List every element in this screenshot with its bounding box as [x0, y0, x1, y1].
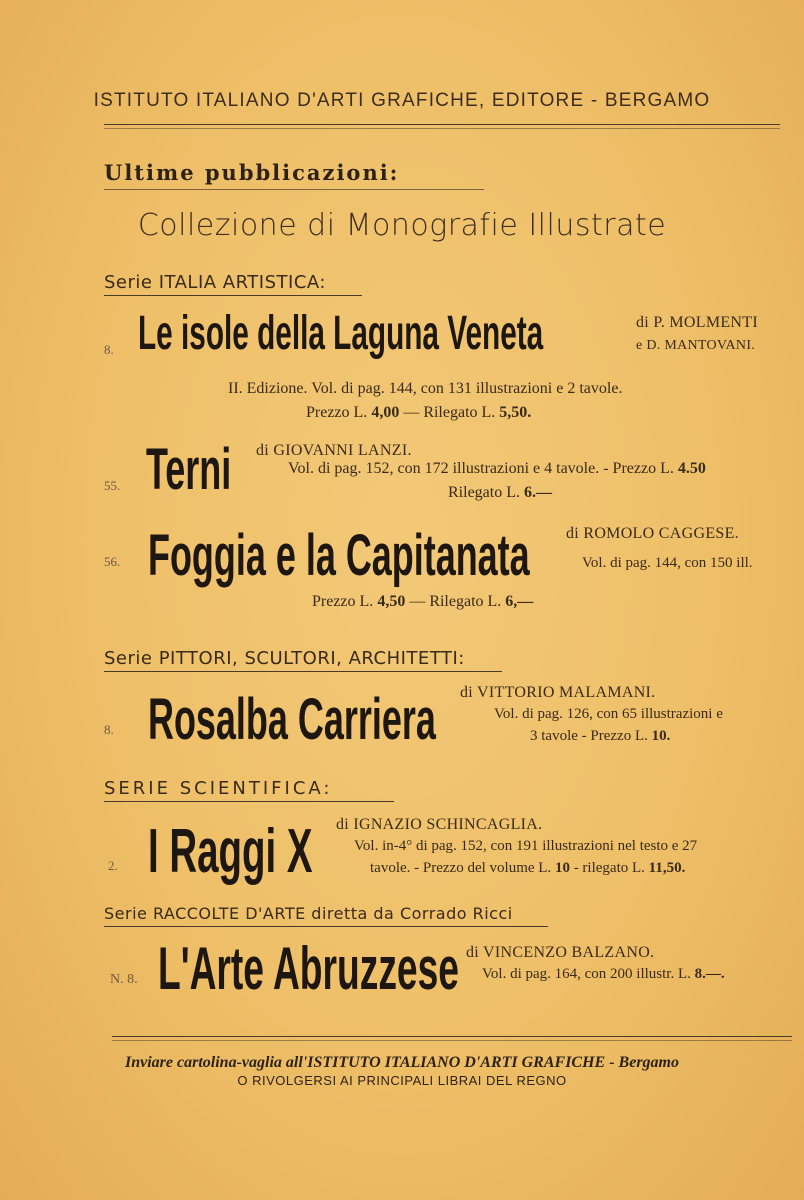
footer-booksellers-line: O RIVOLGERSI AI PRINCIPALI LIBRAI DEL REGNO [237, 1073, 567, 1088]
book-author: di IGNAZIO SCHINCAGLIA. [336, 816, 543, 833]
series-rule [104, 926, 548, 927]
footer-order-line: Inviare cartolina-vaglia all'ISTITUTO ITALIANO D'ARTI GRAFICHE - Bergamo [125, 1054, 679, 1071]
price-value: 10 [554, 860, 570, 876]
book-number: 55. [104, 478, 121, 493]
publisher-header: ISTITUTO ITALIANO D'ARTI GRAFICHE, EDITORE - BERGAMO [93, 90, 711, 111]
book-author-2: e D. MANTOVANI. [636, 338, 756, 353]
footer-rule-2 [112, 1040, 792, 1041]
series-label-italia-artistica: Serie ITALIA ARTISTICA: [104, 272, 326, 293]
details-text: Vol. di pag. 164, con 200 illustr. L. [482, 966, 695, 982]
price-prefix: Prezzo L. [306, 404, 372, 421]
book-bound-line [448, 484, 552, 502]
header-rule-2 [104, 128, 780, 129]
bound-price-value: 11,50. [648, 860, 686, 876]
header-rule [104, 124, 780, 125]
series-rule [104, 295, 362, 296]
price-value: 4,50 [377, 593, 406, 610]
book-author: di ROMOLO CAGGESE. [566, 525, 739, 542]
book-author: di GIOVANNI LANZI. [256, 442, 412, 459]
book-number: 8. [104, 342, 114, 357]
details-text: Vol. di pag. 152, con 172 illustrazioni e 4 tavole. - Prezzo L. [288, 460, 678, 477]
book-title: Le isole della Laguna Veneta [138, 307, 544, 360]
series-rule [104, 671, 502, 672]
book-title: L'Arte Abruzzese [158, 935, 460, 1002]
book-details: Vol. di pag. 144, con 150 ill. [582, 555, 753, 571]
book-price-line [306, 404, 531, 422]
book-price-line [370, 860, 685, 877]
book-title: I Raggi X [148, 817, 313, 886]
book-number: 8. [104, 722, 114, 737]
bound-price-value: 5,50. [499, 404, 532, 421]
bound-price-value: 6.— [523, 484, 552, 501]
book-author: di P. MOLMENTI [636, 314, 758, 331]
bound-price-value: 6,— [505, 593, 534, 610]
book-title: Rosalba Carriera [148, 687, 436, 752]
book-author: di VITTORIO MALAMANI. [460, 684, 656, 701]
book-details: Vol. in-4° di pag. 152, con 191 illustrazioni nel testo e 27 [354, 838, 698, 854]
series-label-pittori: Serie PITTORI, SCULTORI, ARCHITETTI: [104, 648, 465, 669]
book-details: II. Edizione. Vol. di pag. 144, con 131 illustrazioni e 2 tavole. [228, 380, 623, 397]
bound-prefix: — Rilegato L. [405, 593, 506, 610]
price-prefix: 3 tavole - Prezzo L. [530, 728, 652, 744]
price-value: 4.50 [677, 460, 706, 477]
price-value: 8.—. [694, 966, 725, 982]
collection-title: Collezione di Monografie Illustrate [137, 208, 667, 243]
book-price-line [312, 593, 533, 611]
series-label-raccolte: Serie RACCOLTE D'ARTE diretta da Corrado Ricci [104, 904, 513, 923]
series-label-scientifica: SERIE SCIENTIFICA: [104, 778, 333, 799]
heading-rule [104, 189, 484, 190]
footer-rule [112, 1036, 792, 1037]
book-details [482, 966, 725, 983]
book-author: di VINCENZO BALZANO. [466, 944, 655, 961]
book-number: 56. [104, 554, 121, 569]
book-number: 2. [108, 858, 118, 873]
book-title: Foggia e la Capitanata [148, 523, 530, 588]
series-rule [104, 801, 394, 802]
bound-prefix: - rilegato L. [569, 860, 649, 876]
price-value: 4,00 [371, 404, 400, 421]
book-details [288, 460, 706, 478]
book-title: Terni [146, 437, 232, 502]
section-heading: Ultime pubblicazioni: [104, 160, 400, 185]
price-prefix: Prezzo L. [312, 593, 378, 610]
book-number: N. 8. [110, 972, 138, 987]
bound-prefix: Rilegato L. [448, 484, 524, 501]
price-value: 10. [651, 728, 671, 744]
book-details: Vol. di pag. 126, con 65 illustrazioni e [494, 706, 723, 722]
price-prefix: tavole. - Prezzo del volume L. [370, 860, 555, 876]
bound-prefix: — Rilegato L. [399, 404, 500, 421]
book-price-line [530, 728, 670, 745]
